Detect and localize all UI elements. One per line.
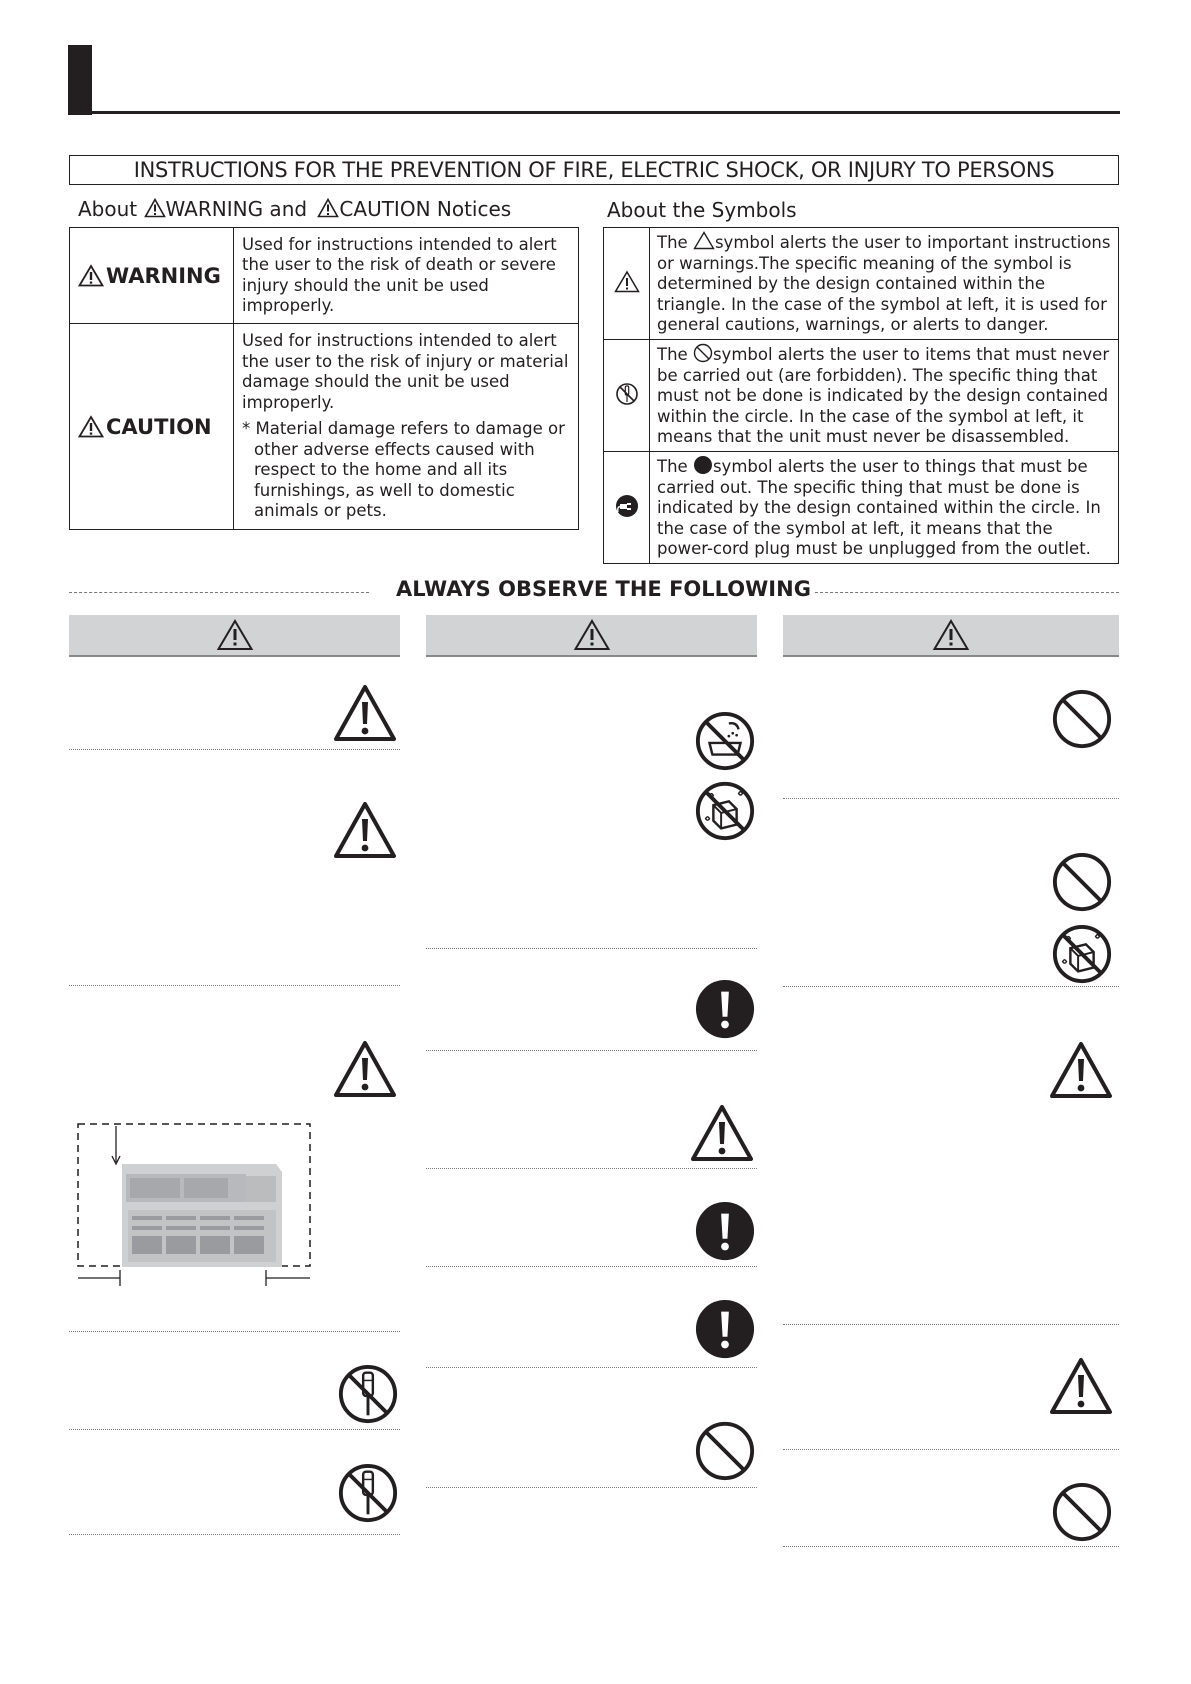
symbol-row-prohibited (604, 340, 1119, 452)
no-water-splash-icon (694, 780, 756, 842)
column-header-1 (69, 615, 400, 657)
symbol-icon-cell (604, 228, 650, 340)
item-separator (783, 1546, 1119, 1547)
notices-heading-caution: CAUTION Notices (339, 197, 512, 221)
observe-divider-left (69, 592, 369, 593)
prohibited-icon (1051, 851, 1113, 913)
item-separator (426, 1168, 757, 1169)
no-water-bath-icon (694, 710, 756, 772)
observe-title: ALWAYS OBSERVE THE FOLLOWING (396, 577, 811, 601)
no-disassembly-icon (337, 1462, 399, 1524)
caution-triangle-icon (614, 270, 640, 293)
triangle-outline-icon (693, 231, 715, 250)
prohibited-outline-icon (693, 343, 713, 363)
notices-heading-warning: WARNING and (165, 197, 308, 221)
symbol-text: symbol alerts the user to important instructions or warnings.The specific meaning of the symbol is determined by the design contained within the triangle. In the case of the symbol at left, it is used for general cautions, warnings, or alerts to danger. (657, 233, 1111, 335)
item-separator (783, 1324, 1119, 1325)
column-header-3 (783, 615, 1119, 657)
page-title-rule (68, 111, 1120, 114)
page-title-block (68, 45, 92, 115)
item-separator (69, 1331, 400, 1332)
caution-triangle-icon (78, 415, 104, 438)
warning-label-cell (70, 228, 234, 324)
item-separator (69, 985, 400, 986)
instructions-banner: INSTRUCTIONS FOR THE PREVENTION OF FIRE, ELECTRIC SHOCK, OR INJURY TO PERSONS (69, 155, 1119, 185)
no-disassembly-icon (337, 1363, 399, 1425)
symbol-text-prefix: The (657, 345, 688, 365)
prohibited-icon (1051, 688, 1113, 750)
item-separator (426, 948, 757, 949)
prohibited-icon (694, 1420, 756, 1482)
warning-row (70, 228, 579, 324)
symbols-heading: About the Symbols (607, 198, 797, 222)
item-separator (69, 1534, 400, 1535)
filled-circle-icon (693, 455, 713, 475)
item-separator (783, 986, 1119, 987)
installation-clearance-diagram (76, 1122, 316, 1292)
warning-description: Used for instructions intended to alert the user to the risk of death or severe injury should the unit be used improperly. (234, 228, 579, 324)
item-separator (426, 1266, 757, 1267)
column-header-2 (426, 615, 757, 657)
no-disassembly-icon (615, 382, 639, 406)
symbol-description (650, 228, 1119, 340)
symbol-row-triangle (604, 228, 1119, 340)
item-separator (69, 1429, 400, 1430)
symbol-text: symbol alerts the user to items that must never be carried out (are forbidden). The specific thing that must not be done is indicated by the design contained within the circle. In the case of the symbol at left, it means that the unit must never be disassembled. (657, 345, 1110, 447)
mandatory-icon (694, 978, 756, 1040)
caution-description: Used for instructions intended to alert the user to the risk of injury or material damage should the unit be used improperly. (242, 331, 569, 412)
symbol-icon-cell (604, 340, 650, 452)
caution-triangle-icon (333, 1039, 397, 1099)
warning-label: WARNING (106, 263, 221, 288)
caution-triangle-icon (317, 198, 339, 218)
mandatory-icon (694, 1200, 756, 1262)
caution-label-cell (70, 324, 234, 530)
caution-triangle-icon (333, 683, 397, 743)
notices-heading-about: About (78, 197, 138, 221)
prohibited-icon (1051, 1481, 1113, 1543)
notices-table (69, 227, 579, 530)
item-separator (783, 798, 1119, 799)
symbol-row-mandatory (604, 452, 1119, 564)
caution-footnote: * Material damage refers to damage or other adverse effects caused with respect to the home and all its furnishings, as well to domestic animals or pets. (242, 419, 565, 521)
mixer-console-image (122, 1164, 282, 1267)
item-separator (426, 1487, 757, 1488)
warning-triangle-icon (216, 618, 254, 652)
caution-description-cell (234, 324, 579, 530)
mandatory-icon (694, 1298, 756, 1360)
symbol-icon-cell (604, 452, 650, 564)
caution-label: CAUTION (106, 414, 212, 439)
warning-triangle-icon (144, 198, 166, 218)
symbol-text-prefix: The (657, 457, 688, 477)
observe-divider-right (815, 592, 1119, 593)
warning-triangle-icon (573, 618, 611, 652)
item-separator (426, 1050, 757, 1051)
item-separator (426, 1367, 757, 1368)
caution-triangle-icon (333, 800, 397, 860)
caution-triangle-icon (1049, 1040, 1113, 1100)
symbol-text-prefix: The (657, 233, 688, 253)
warning-triangle-icon (932, 618, 970, 652)
symbol-description (650, 340, 1119, 452)
symbols-table (603, 227, 1119, 564)
no-water-splash-icon (1051, 923, 1113, 985)
unplug-icon (615, 494, 639, 518)
warning-triangle-icon (78, 264, 104, 287)
caution-row (70, 324, 579, 530)
item-separator (69, 749, 400, 750)
caution-triangle-icon (690, 1103, 754, 1163)
notices-heading (78, 197, 511, 221)
item-separator (783, 1449, 1119, 1450)
symbol-description (650, 452, 1119, 564)
symbol-text: symbol alerts the user to things that must be carried out. The specific thing that must be done is indicated by the design contained within the circle. In the case of the symbol at left, it means that the power-cord plug must be unplugged from the outlet. (657, 457, 1101, 559)
caution-triangle-icon (1049, 1356, 1113, 1416)
